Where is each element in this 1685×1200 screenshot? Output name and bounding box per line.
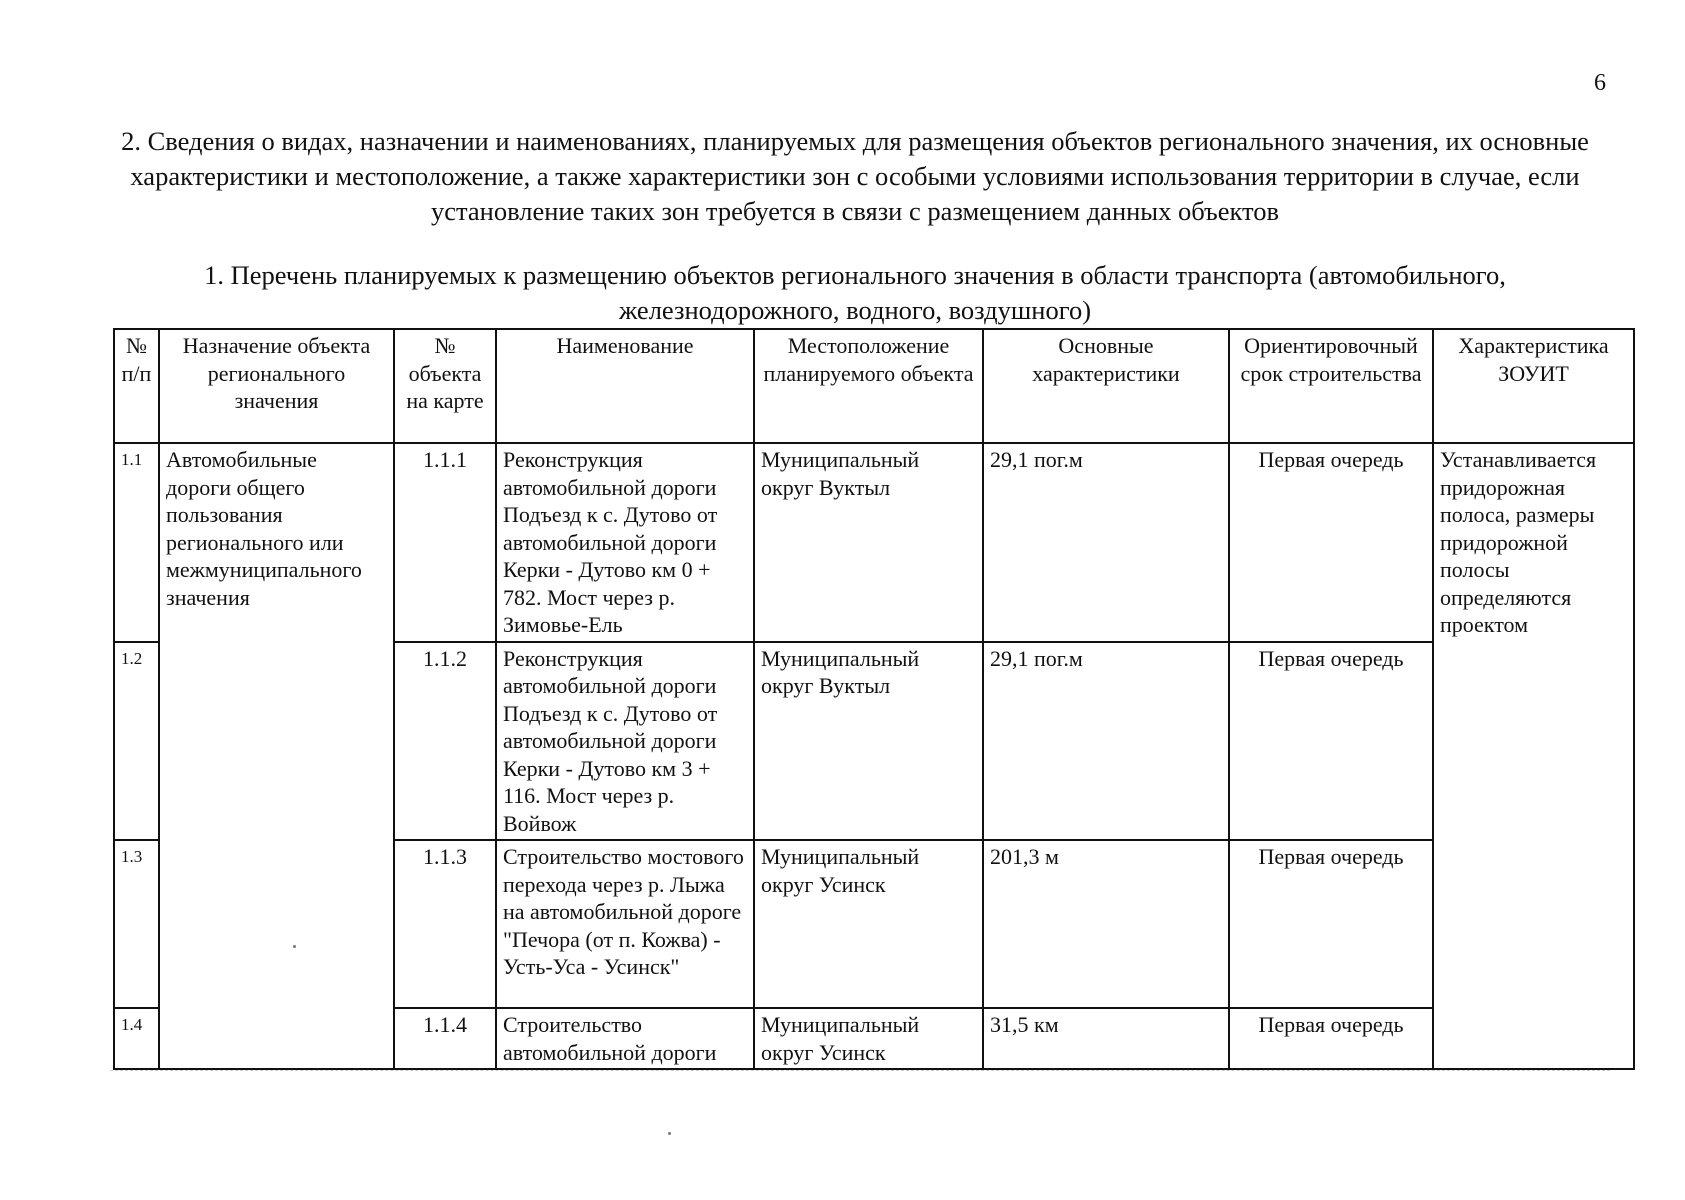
row-map-num: 1.1.2 xyxy=(394,642,496,841)
row-name: Реконструкция автомобильной дороги Подъезд к с. Дутово от автомобильной дороги Керки - Дутово км 0 + 782. Мост через р. Зимовье-Ель xyxy=(496,443,754,642)
header-cell-name: Наименование xyxy=(496,329,754,443)
row-num: 1.3 xyxy=(114,840,159,1008)
row-term: Первая очередь xyxy=(1229,443,1433,642)
row-name: Строительство мостового перехода через р. Лыжа на автомобильной дороге "Печора (от п. Кожва) - Усть-Уса - Усинск" xyxy=(496,840,754,1008)
row-characteristics: 29,1 пог.м xyxy=(983,443,1229,642)
scan-artifact-line xyxy=(110,1070,1610,1071)
row-location: Муниципальный округ Вуктыл xyxy=(754,443,983,642)
row-characteristics: 31,5 км xyxy=(983,1008,1229,1069)
table-row xyxy=(114,443,1634,642)
header-cell-characteristics: Основные характеристики xyxy=(983,329,1229,443)
row-name: Реконструкция автомобильной дороги Подъезд к с. Дутово от автомобильной дороги Керки - Дутово км 3 + 116. Мост через р. Войвож xyxy=(496,642,754,841)
table-header-row xyxy=(114,329,1634,443)
row-characteristics: 29,1 пог.м xyxy=(983,642,1229,841)
page-number: 6 xyxy=(1594,70,1606,96)
row-name: Строительство автомобильной дороги xyxy=(496,1008,754,1069)
header-cell-purpose: Назначение объекта регионального значения xyxy=(159,329,394,443)
section-heading: 2. Сведения о видах, назначении и наименованиях, планируемых для размещения объектов регионального значения, их основные характеристики и местоположение, а также характеристики зон с особыми условиями использования территории в случае, если установление таких зон требуется в связи с размещением данных объектов xyxy=(121,126,1589,226)
header-cell-term: Ориентировочный срок строительства xyxy=(1229,329,1433,443)
row-characteristics: 201,3 м xyxy=(983,840,1229,1008)
header-cell-num: № п/п xyxy=(114,329,159,443)
list-heading: 1. Перечень планируемых к размещению объектов регионального значения в области транспорта (автомобильного, железнодорожного, водного, воздушного) xyxy=(204,260,1506,325)
purpose-cell: Автомобильные дороги общего пользования регионального или межмуниципального значения xyxy=(159,443,394,1069)
row-map-num: 1.1.1 xyxy=(394,443,496,642)
row-num: 1.2 xyxy=(114,642,159,841)
objects-table xyxy=(113,328,1635,1070)
row-num: 1.1 xyxy=(114,443,159,642)
scan-artifact-dot xyxy=(668,1132,671,1135)
row-term: Первая очередь xyxy=(1229,1008,1433,1069)
row-location: Муниципальный округ Вуктыл xyxy=(754,642,983,841)
row-num: 1.4 xyxy=(114,1008,159,1069)
scan-artifact-dot xyxy=(293,945,296,948)
row-location: Муниципальный округ Усинск xyxy=(754,840,983,1008)
header-cell-map-num: № объекта на карте xyxy=(394,329,496,443)
row-term: Первая очередь xyxy=(1229,840,1433,1008)
header-cell-zouit: Характеристика ЗОУИТ xyxy=(1433,329,1634,443)
header-cell-location: Местоположение планируемого объекта xyxy=(754,329,983,443)
zouit-cell: Устанавливается придорожная полоса, размеры придорожной полосы определяются проектом xyxy=(1433,443,1634,1069)
row-location: Муниципальный округ Усинск xyxy=(754,1008,983,1069)
row-term: Первая очередь xyxy=(1229,642,1433,841)
row-map-num: 1.1.4 xyxy=(394,1008,496,1069)
row-map-num: 1.1.3 xyxy=(394,840,496,1008)
